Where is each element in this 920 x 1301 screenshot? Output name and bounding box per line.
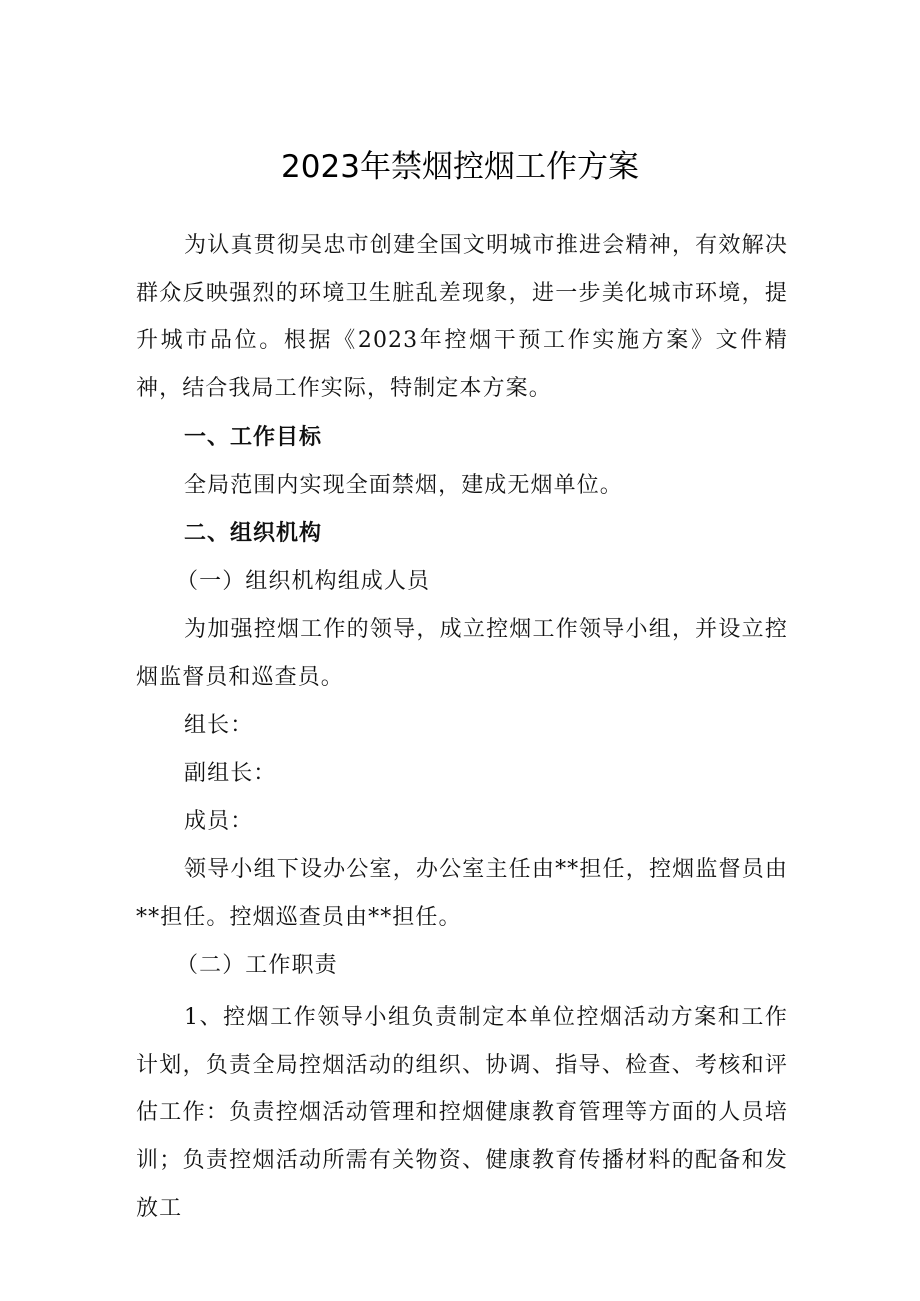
intro-paragraph: 为认真贯彻吴忠市创建全国文明城市推进会精神，有效解决群众反映强烈的环境卫生脏乱差现象，进一步美化城市环境，提升城市品位。根据《2023年控烟干预工作实施方案》文件精神，结合我局工作实际，特制定本方案。 [136,233,788,402]
subsection-heading-members: （一）组织机构组成人员 [176,569,431,594]
organization-paragraph: 为加强控烟工作的领导，成立控烟工作领导小组，并设立控烟监督员和巡查员。 [136,617,788,690]
members-label: 成员： [184,809,254,834]
section-heading-organization: 二、组织机构 [184,521,323,546]
deputy-leader-label: 副组长： [184,761,277,786]
goals-paragraph: 全局范围内实现全面禁烟，建成无烟单位。 [184,473,623,498]
office-paragraph: 领导小组下设办公室，办公室主任由**担任，控烟监督员由**担任。控烟巡查员由**担任。 [136,857,788,930]
leader-label: 组长： [184,713,254,738]
subsection-heading-duties: （二）工作职责 [176,953,338,978]
document-title: 2023年禁烟控烟工作方案 [281,149,639,185]
section-heading-goals: 一、工作目标 [184,425,323,450]
duty-paragraph-1: 1、控烟工作领导小组负责制定本单位控烟活动方案和工作计划，负责全局控烟活动的组织、协调、指导、检查、考核和评估工作：负责控烟活动管理和控烟健康教育管理等方面的人员培训；负责控烟活动所需有关物资、健康教育传播材料的配备和发放工 [136,1005,788,1221]
